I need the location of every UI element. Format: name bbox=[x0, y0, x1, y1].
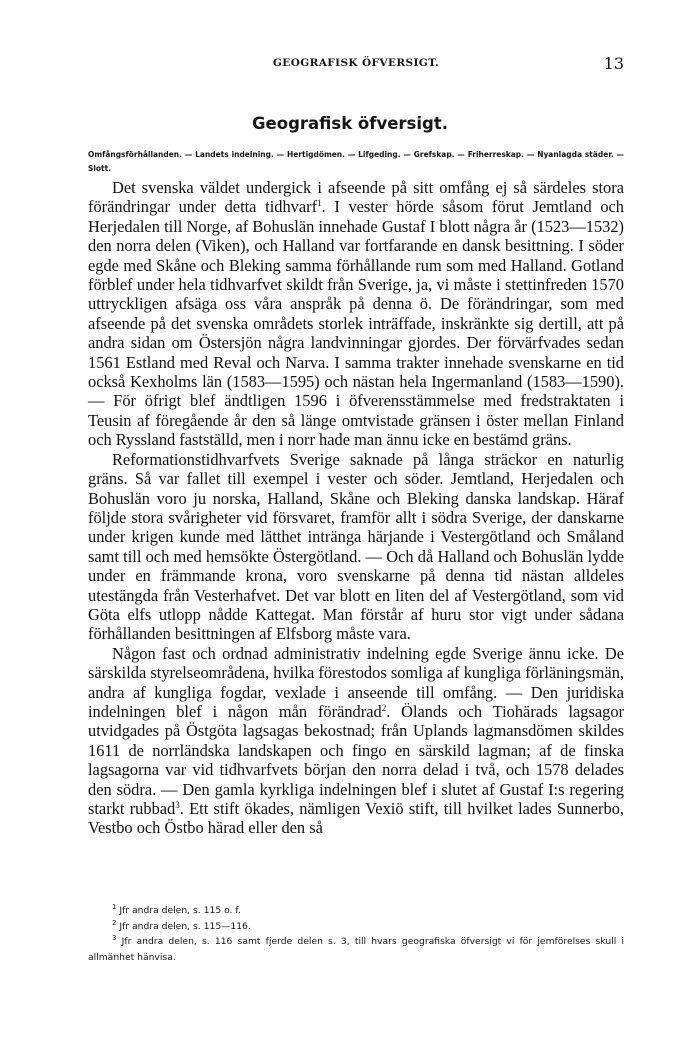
paragraph-1-cont: . I vester hörde såsom förut Jemtland och Herjedalen till Norge, af Bohuslän innehade Gustaf I blott några år (1523—1532) den norra delen (Viken), och Halland var fortfarande en dansk besittning. I söder egde med Skåne och Bleking samma förhållande rum som med Halland. Gotland förblef under hela tidhvarfvet skildt från Sverige, ja, vi måste i stettinfreden 1570 uttryckligen afsäga oss våra anspråk på denna ö. De förändringar, som med afseende på det svenska områdets storlek inträffade, inskränkte sig dertill, att på andra sidan om Östersjön några landvinningar gjordes. Der förvärfvades sedan 1561 Estland med Reval och Narva. I samma trakter innehade svenskarne en tid också Kexholms län (1583—1595) och nästan hela Ingermanland (1583—1590). — För öfrigt blef ändtligen 1596 i öfverensstämmelse med fredstraktaten i Teusin af föregående år den så länge omtvistade gränsen i öster mellan Finland och Ryssland fastställd, men i norr hade man ännu icke en bestämd gräns. bbox=[88, 197, 625, 450]
paragraph-2: Reformationstidhvarfvets Sverige saknade på långa sträckor en naturlig gräns. Så var fallet till exempel i vester och söder. Jemtland, Herjedalen och Bohuslän voro ju norska, Halland, Skåne och Bleking danska landskap. Häraf följde stora svårigheter vid försvaret, framför allt i södra Sverige, der danskarne under krigen kunde med lätthet intränga härjande i Vestergötland och Småland samt till och med hemsökte Östergötland. — Och då Halland och Bohuslän lydde under en främmande krona, voro svenskarne på denna tid nästan alldeles utestängda från Vesterhafvet. Det var blott en liten del af Vestergötland, som vid Göta elfs utlopp nådde Kattegat. Man förstår af huru stor vigt under sådana förhållanden besittningen af Elfsborg måste vara. bbox=[88, 449, 624, 644]
paragraph-3 bbox=[88, 644, 624, 838]
footnote-mark: 2 bbox=[112, 918, 117, 927]
footnote-ref-1: 1 bbox=[317, 198, 322, 209]
page-number: 13 bbox=[603, 54, 624, 73]
chapter-title: Geografisk öfversigt. bbox=[252, 114, 448, 133]
footnote-text: Jfr andra delen, s. 115—116. bbox=[119, 920, 251, 932]
footnote-ref-3: 3 bbox=[175, 800, 180, 810]
paragraph-1-text: Det svenska väldet undergick i afseende på sitt omfång ej så särdeles stora förändringar under detta tidhvarf bbox=[88, 178, 624, 217]
footnote bbox=[88, 903, 624, 919]
paragraph-3-text-b: . Ölands och Tiohärads lagsagor utvidgades på Östgöta lagsagas bekostnad; från Uplands lagmansdömen skildes 1611 de norrländska landskapen och fingo en särskild lagman; af de finska lagsagorna var vid tidhvarfvets början den norra delad i två, och 1578 delades den södra. — Den gamla kyrkliga indelningen blef i slutet af Gustaf I:s regering starkt rubbad bbox=[88, 701, 625, 818]
paragraph-3-text-a: Någon fast och ordnad administrativ indelning egde Sverige ännu icke. De särskilda styrelseområdena, hvilka förestodos somliga af kungliga förläningsmän, andra af kungliga fogdar, vexlade i anseende till omfång. — Den juridiska indelningen blef i någon mån förändrad bbox=[88, 643, 624, 721]
footnotes bbox=[88, 903, 624, 965]
footnote bbox=[88, 919, 624, 935]
footnote-mark: 3 bbox=[112, 934, 117, 942]
footnote bbox=[88, 934, 624, 965]
footnote-text: Jfr andra delen, s. 116 samt fjerde delen s. 3, till hvars geografiska öfversigt vi för jemförelses skull i allmänhet hänvisa. bbox=[88, 936, 625, 963]
footnote-text: Jfr andra delen, s. 115 o. f. bbox=[119, 905, 241, 916]
running-title: GEOGRAFISK ÖFVERSIGT. bbox=[272, 57, 440, 69]
footnote-mark: 1 bbox=[112, 903, 117, 911]
running-head bbox=[88, 54, 624, 74]
footnote-ref-2: 2 bbox=[381, 702, 387, 713]
chapter-summary: Omfångsförhållanden. — Landets indelning. — Hertigdömen. — Lifgeding. — Grefskap. — Friherreskap. — Nyanlagda städer. — Slott. bbox=[88, 149, 624, 173]
paragraph-1 bbox=[88, 178, 624, 450]
body-text bbox=[88, 178, 624, 838]
paragraph-3-text-c: . Ett stift ökades, nämligen Vexiö stift, till hvilket lades Sunnerbo, Vestbo och Östbo härad eller den så bbox=[88, 799, 624, 838]
